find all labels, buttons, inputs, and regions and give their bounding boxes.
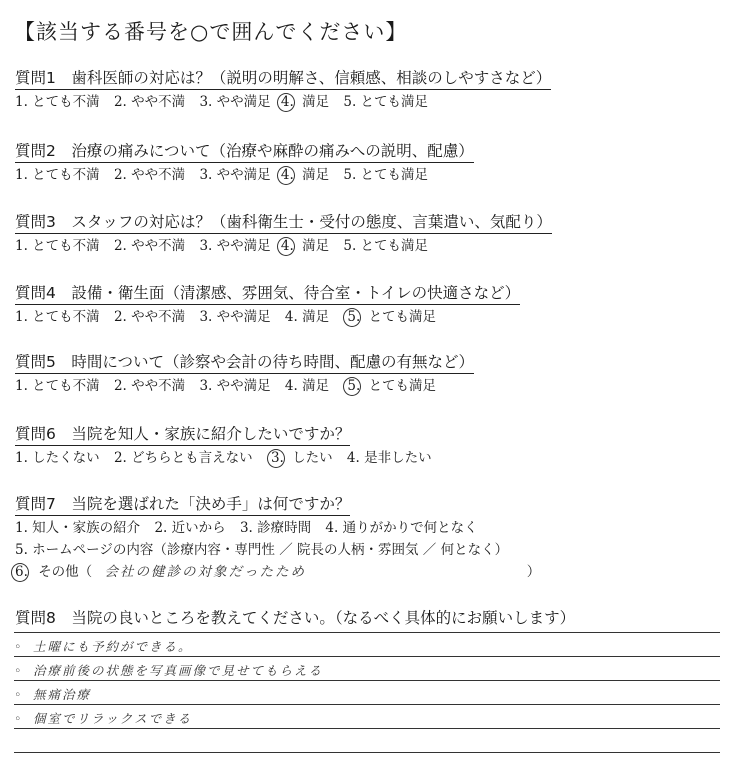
- option-1[interactable]: 1. とても不満: [15, 378, 100, 394]
- question-7-heading: 質問7 当院を選ばれた「決め手」は何ですか？: [15, 494, 350, 516]
- option-5[interactable]: 5. とても満足: [343, 167, 429, 183]
- option-1[interactable]: 1. とても不満: [15, 167, 100, 183]
- question-7-options-row-2: [15, 540, 540, 560]
- question-8-heading: 質問8 当院の良いところを教えてください。（なるべく具体的にお願いします）: [15, 609, 576, 627]
- question-4: [15, 283, 520, 327]
- option-2[interactable]: 2. やや不満: [113, 167, 186, 183]
- question-6: [15, 424, 442, 468]
- option-3[interactable]: 3. やや満足: [199, 167, 271, 183]
- question-2-heading: 質問2 治療の痛みについて（治療や麻酔の痛みへの説明、配慮）: [15, 141, 474, 163]
- answer-line: [14, 656, 720, 657]
- option-2[interactable]: 2. どちらとも言えない: [113, 450, 253, 466]
- option-3[interactable]: 3. 診療時間: [239, 520, 312, 536]
- question-6-heading: 質問6 当院を知人・家族に紹介したいですか？: [15, 424, 350, 446]
- question-3-options: [15, 236, 552, 256]
- option-3[interactable]: 3. やや満足: [199, 378, 271, 394]
- question-5: [15, 352, 474, 396]
- question-7: [15, 494, 540, 582]
- question-7-options-row-1: [15, 518, 540, 538]
- option-4[interactable]: 4. 通りがかりで何となく: [325, 520, 478, 536]
- option-4-circled[interactable]: 4.: [280, 94, 294, 110]
- question-5-options: [15, 376, 474, 396]
- option-3[interactable]: 3. やや満足: [199, 94, 271, 110]
- question-2: [15, 141, 474, 185]
- option-5-label: とても満足: [368, 309, 437, 325]
- option-4-circled[interactable]: 4.: [280, 167, 294, 183]
- other-label: その他（: [38, 564, 93, 580]
- option-1[interactable]: 1. とても不満: [15, 238, 100, 254]
- option-5[interactable]: 5. とても満足: [343, 94, 429, 110]
- option-4-label: 満足: [302, 167, 330, 183]
- option-5[interactable]: 5. ホームページの内容（診療内容・専門性 ／ 院長の人柄・雰囲気 ／ 何となく）: [15, 542, 509, 558]
- option-2[interactable]: 2. やや不満: [113, 309, 186, 325]
- question-3-heading: 質問3 スタッフの対応は？（歯科衛生士・受付の態度、言葉遣い、気配り）: [15, 212, 552, 234]
- option-2[interactable]: 2. やや不満: [113, 238, 186, 254]
- option-4-label: 満足: [302, 94, 330, 110]
- option-3[interactable]: 3. やや満足: [199, 238, 271, 254]
- question-1: [15, 68, 551, 112]
- option-1[interactable]: 1. 知人・家族の紹介: [15, 520, 141, 536]
- handwritten-answer-1[interactable]: ◦ 土曜にも予約ができる。: [14, 639, 193, 654]
- option-2[interactable]: 2. 近いから: [154, 520, 226, 536]
- answer-line: [14, 632, 720, 633]
- option-5-circled[interactable]: 5.: [347, 378, 361, 394]
- option-4[interactable]: 4. 満足: [284, 378, 330, 394]
- option-5[interactable]: 5. とても満足: [343, 238, 429, 254]
- survey-title: 【該当する番号を○で囲んでください】: [14, 20, 408, 44]
- question-4-options: [15, 307, 520, 327]
- option-1[interactable]: 1. とても不満: [15, 94, 100, 110]
- handwritten-answer-2[interactable]: ◦ 治療前後の状態を写真画像で見せてもらえる: [14, 663, 324, 678]
- option-3[interactable]: 3. やや満足: [199, 309, 271, 325]
- question-8: [15, 608, 575, 629]
- question-3: [15, 212, 552, 256]
- option-6-circled[interactable]: 6.: [15, 564, 28, 580]
- handwritten-answer-3[interactable]: ◦ 無痛治療: [14, 687, 92, 702]
- option-2[interactable]: 2. やや不満: [113, 378, 186, 394]
- option-1[interactable]: 1. とても不満: [15, 309, 100, 325]
- other-close-paren: ）: [526, 564, 541, 580]
- handwritten-answer-4[interactable]: ◦ 個室でリラックスできる: [14, 711, 193, 726]
- handwritten-other-answer[interactable]: 会社の健診の対象だったため: [104, 564, 306, 580]
- option-4-label: 満足: [302, 238, 330, 254]
- option-4[interactable]: 4. 是非したい: [346, 450, 432, 466]
- question-6-options: [15, 448, 442, 468]
- question-4-heading: 質問4 設備・衛生面（清潔感、雰囲気、待合室・トイレの快適さなど）: [15, 283, 520, 305]
- answer-line: [14, 728, 720, 729]
- option-3-label: したい: [292, 450, 333, 466]
- question-5-heading: 質問5 時間について（診察や会計の待ち時間、配慮の有無など）: [15, 352, 474, 374]
- answer-line: [14, 680, 720, 681]
- question-1-heading: 質問1 歯科医師の対応は？（説明の明解さ、信頼感、相談のしやすさなど）: [15, 68, 551, 90]
- question-1-options: [15, 92, 551, 112]
- option-5-label: とても満足: [368, 378, 437, 394]
- answer-line: [14, 752, 720, 753]
- answer-line: [14, 704, 720, 705]
- question-2-options: [15, 165, 474, 185]
- option-4-circled[interactable]: 4.: [280, 238, 294, 254]
- option-1[interactable]: 1. したくない: [15, 450, 100, 466]
- option-5-circled[interactable]: 5.: [347, 309, 361, 325]
- option-3-circled[interactable]: 3.: [270, 450, 284, 466]
- option-4[interactable]: 4. 満足: [284, 309, 330, 325]
- question-7-options-row-3: [15, 562, 540, 582]
- option-2[interactable]: 2. やや不満: [113, 94, 186, 110]
